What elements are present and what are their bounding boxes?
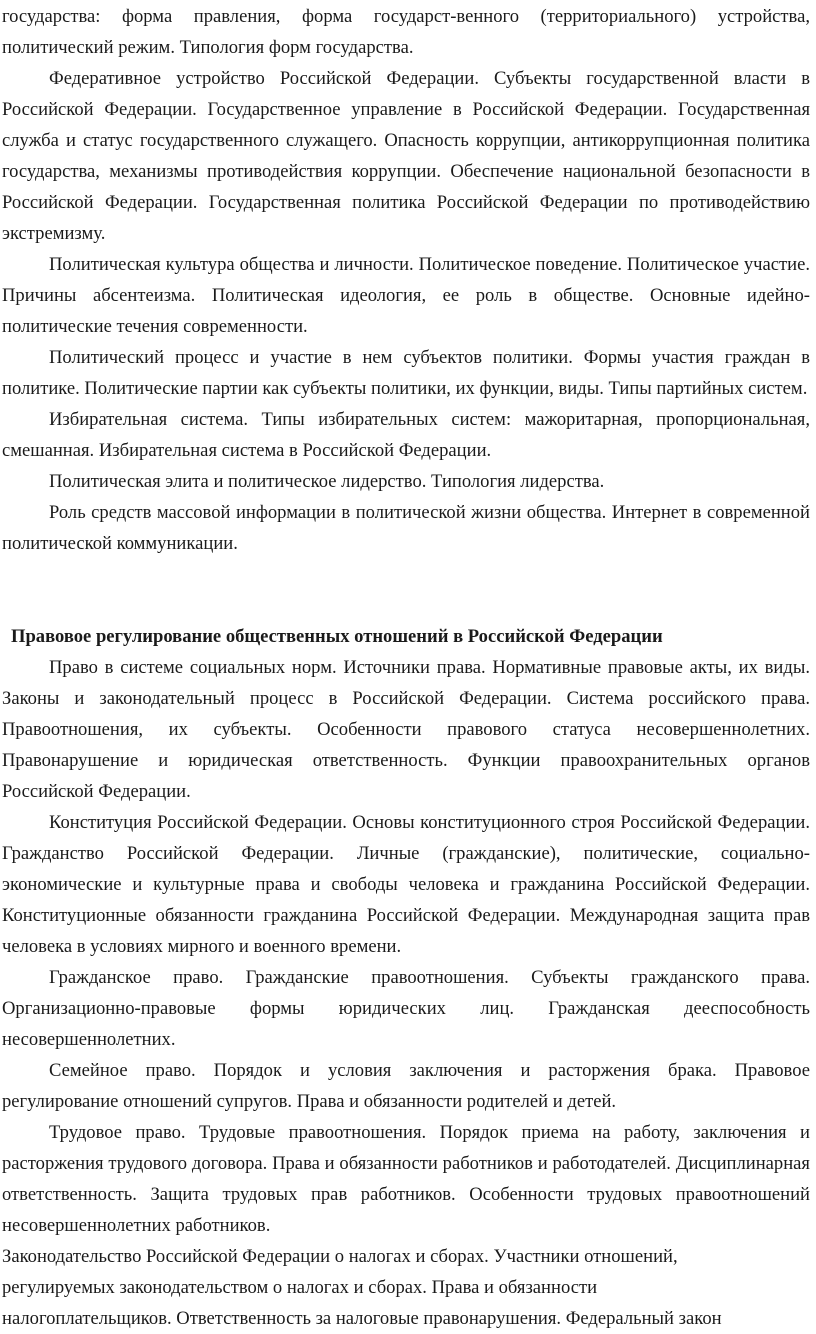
tax-law-line: регулируемых законодательством о налогах и сборах. Права и обязанности [2, 1277, 598, 1298]
paragraph-labor-law: Трудовое право. Трудовые правоотношения. Порядок приема на работу, заключения и расторжения трудового договора. Права и обязанности работников и работодателей. Дисциплинарная ответственность. Защита трудовых прав работников. Особенности трудовых правоотношений несовершеннолетних работников. [2, 1122, 810, 1236]
section-heading-legal-regulation: Правовое регулирование общественных отношений в Российской Федерации [11, 626, 663, 647]
paragraph-state-forms: государства: форма правления, форма государст-венного (территориального) устройства, политический режим. Типология форм государства. [2, 6, 810, 58]
paragraph-political-culture: Политическая культура общества и личности. Политическое поведение. Политическое участие. Причины абсентеизма. Политическая идеология, ее роль в обществе. Основные идейно-политические течения современности. [2, 254, 810, 337]
section-spacer [2, 559, 810, 621]
paragraph-electoral-system: Избирательная система. Типы избирательных систем: мажоритарная, пропорциональная, смешанная. Избирательная система в Российской Федерации. [2, 409, 810, 461]
paragraph-constitution: Конституция Российской Федерации. Основы конституционного строя Российской Федерации. Гражданство Российской Федерации. Личные (гражданские), политические, социально-экономические и культурные права и свободы человека и гражданина Российской Федерации. Конституционные обязанности гражданина Российской Федерации. Международная защита прав человека в условиях мирного и военного времени. [2, 812, 810, 957]
paragraph-political-elite: Политическая элита и политическое лидерство. Типология лидерства. [49, 471, 605, 492]
paragraph-law-social-norms: Право в системе социальных норм. Источники права. Нормативные правовые акты, их виды. Законы и законодательный процесс в Российской Федерации. Система российского права. Правоотношения, их субъекты. Особенности правового статуса несовершеннолетних. Правонарушение и юридическая ответственность. Функции правоохранительных органов Российской Федерации. [2, 657, 810, 802]
paragraph-civil-law: Гражданское право. Гражданские правоотношения. Субъекты гражданского права. Организационно-правовые формы юридических лиц. Гражданская дееспособность несовершеннолетних. [2, 967, 810, 1050]
tax-law-line: налогоплательщиков. Ответственность за налоговые правонарушения. Федеральный закон [2, 1308, 722, 1329]
tax-law-line: Законодательство Российской Федерации о налогах и сборах. Участники отношений, [2, 1246, 678, 1267]
paragraph-federal-structure: Федеративное устройство Российской Федерации. Субъекты государственной власти в Российской Федерации. Государственное управление в Российской Федерации. Государственная служба и статус государственного служащего. Опасность коррупции, антикоррупционная политика государства, механизмы противодействия коррупции. Обеспечение национальной безопасности в Российской Федерации. Государственная политика Российской Федерации по противодействию экстремизму. [2, 68, 810, 244]
paragraph-family-law: Семейное право. Порядок и условия заключения и расторжения брака. Правовое регулирование отношений супругов. Права и обязанности родителей и детей. [2, 1060, 810, 1112]
paragraph-tax-law [2, 1241, 810, 1334]
paragraph-political-process: Политический процесс и участие в нем субъектов политики. Формы участия граждан в политике. Политические партии как субъекты политики, их функции, виды. Типы партийных систем. [2, 347, 810, 399]
paragraph-mass-media: Роль средств массовой информации в политической жизни общества. Интернет в современной политической коммуникации. [2, 502, 810, 554]
